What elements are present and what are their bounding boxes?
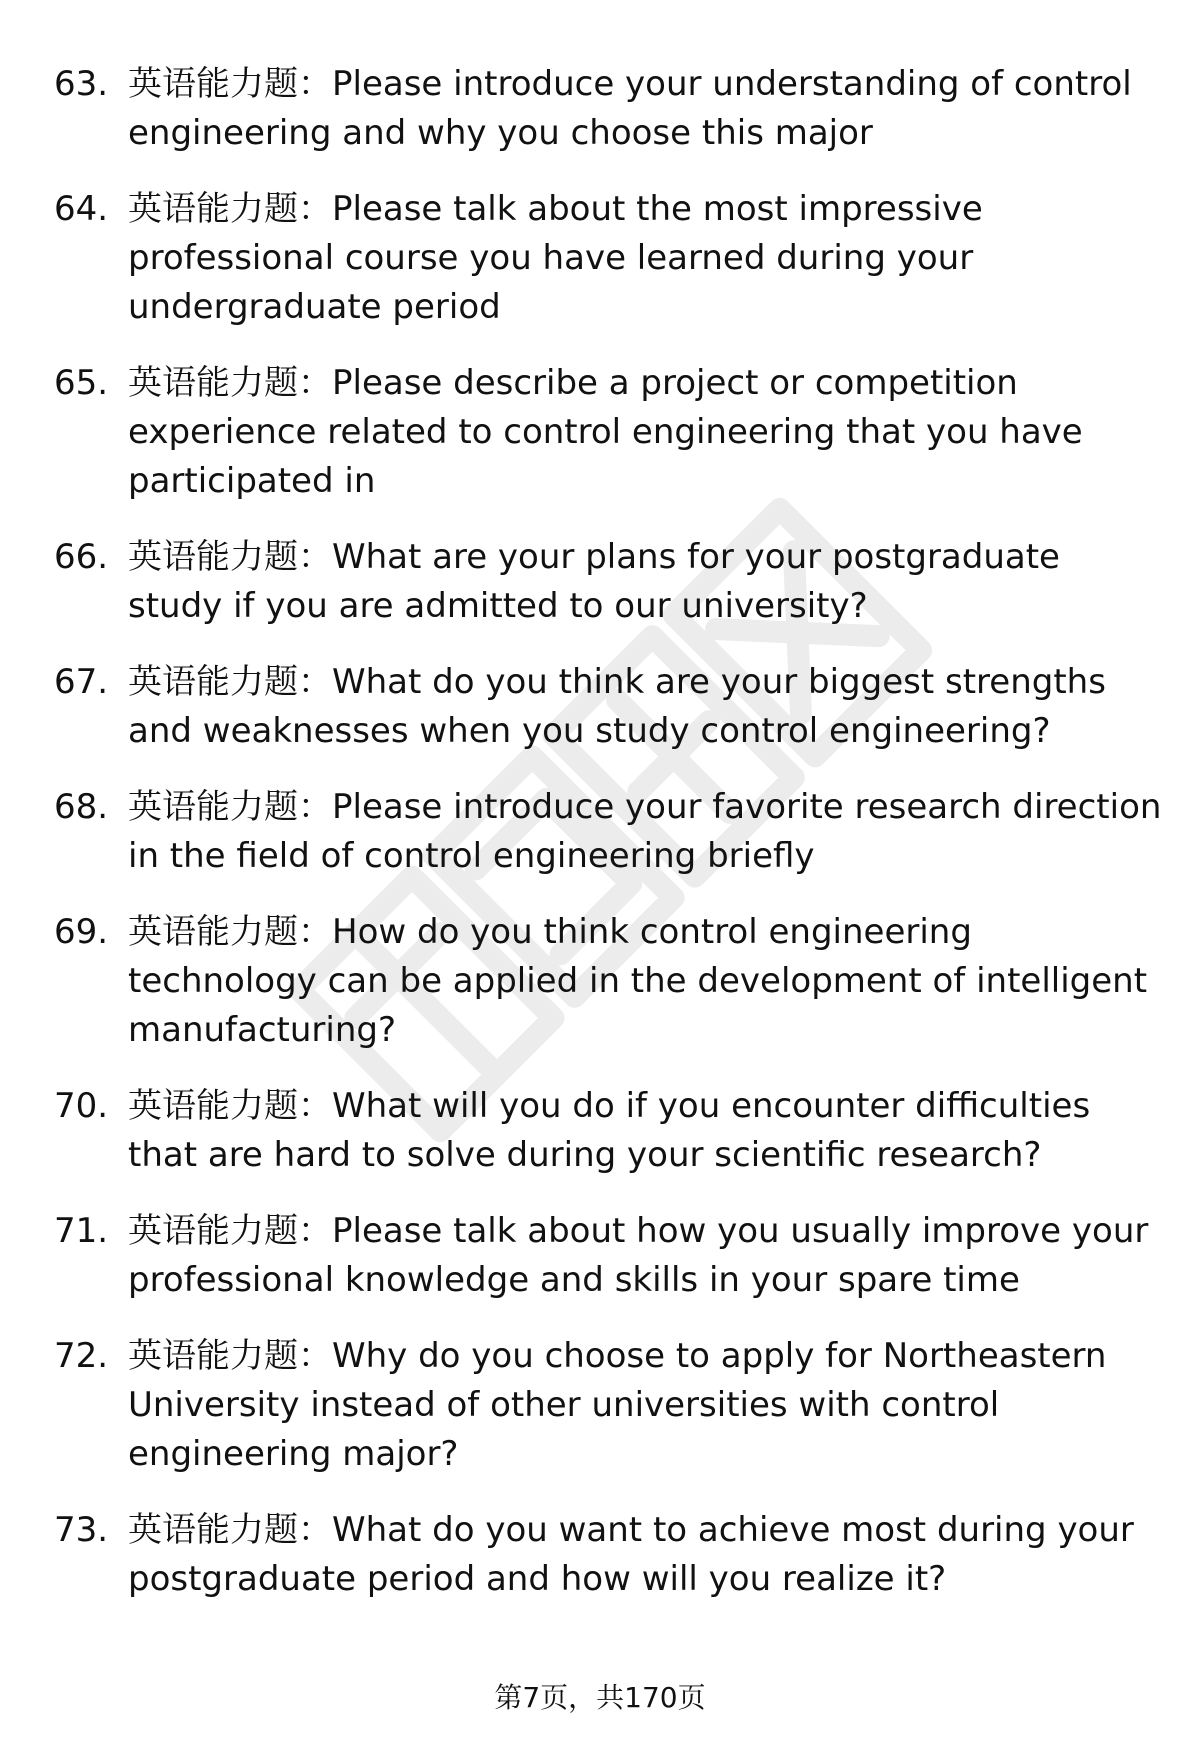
question-text: 英语能力题：Why do you choose to apply for Northeastern University instead of other universities with control engineering major?: [128, 1336, 1107, 1474]
question-text: 英语能力题：Please describe a project or competition experience related to control engineering that you have participated in: [128, 363, 1083, 501]
list-item: [54, 60, 1164, 158]
question-number: 69.: [54, 912, 109, 952]
question-list: [54, 60, 1164, 1631]
question-text: 英语能力题：How do you think control engineering technology can be applied in the development of intelligent manufacturing?: [128, 912, 1148, 1050]
list-item: [54, 185, 1164, 332]
question-text: 英语能力题：What will you do if you encounter difficulties that are hard to solve during your scientific research?: [128, 1086, 1091, 1175]
list-item: [54, 1207, 1164, 1305]
list-item: [54, 908, 1164, 1055]
question-number: 70.: [54, 1086, 109, 1126]
question-number: 66.: [54, 537, 109, 577]
question-number: 68.: [54, 787, 109, 827]
question-number: 63.: [54, 64, 109, 104]
question-text: 英语能力题：What do you think are your biggest strengths and weaknesses when you study control engineering?: [128, 662, 1106, 751]
question-text: 英语能力题：What are your plans for your postgraduate study if you are admitted to our university?: [128, 537, 1060, 626]
question-text: 英语能力题：What do you want to achieve most during your postgraduate period and how will you realize it?: [128, 1510, 1134, 1599]
question-number: 67.: [54, 662, 109, 702]
list-item: [54, 359, 1164, 506]
list-item: [54, 658, 1164, 756]
question-text: 英语能力题：Please introduce your favorite research direction in the field of control engineering briefly: [128, 787, 1162, 876]
list-item: [54, 1506, 1164, 1604]
question-number: 65.: [54, 363, 109, 403]
list-item: [54, 1082, 1164, 1180]
question-number: 71.: [54, 1211, 109, 1251]
question-text: 英语能力题：Please introduce your understanding of control engineering and why you choose this major: [128, 64, 1132, 153]
question-number: 73.: [54, 1510, 109, 1550]
list-item: [54, 533, 1164, 631]
page-footer: 第7页，共170页: [494, 1681, 706, 1714]
list-item: [54, 783, 1164, 881]
question-text: 英语能力题：Please talk about the most impressive professional course you have learned during your undergraduate period: [128, 189, 983, 327]
question-text: 英语能力题：Please talk about how you usually improve your professional knowledge and skills in your spare time: [128, 1211, 1149, 1300]
question-number: 72.: [54, 1336, 109, 1376]
list-item: [54, 1332, 1164, 1479]
question-number: 64.: [54, 189, 109, 229]
